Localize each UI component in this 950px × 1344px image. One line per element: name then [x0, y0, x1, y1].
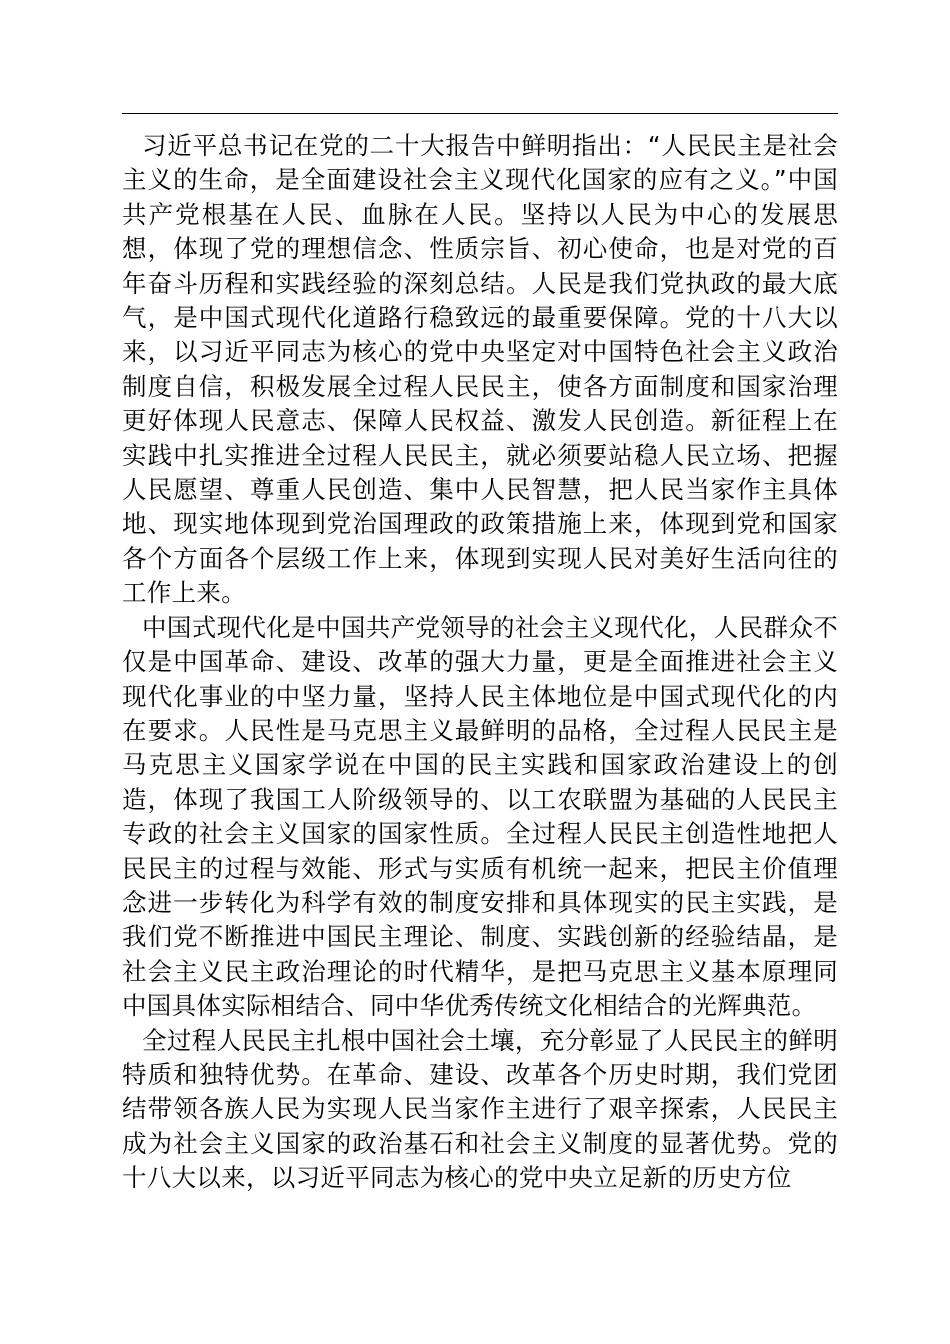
paragraph-1: 习近平总书记在党的二十大报告中鲜明指出：“人民民主是社会主义的生命，是全面建设社会主义现代化国家的应有之义。”中国共产党根基在人民、血脉在人民。坚持以人民为中心的发展思想，体现了党的理想信念、性质宗旨、初心使命，也是对党的百年奋斗历程和实践经验的深刻总结。人民是我们党执政的最大底气，是中国式现代化道路行稳致远的最重要保障。党的十八大以来，以习近平同志为核心的党中央坚定对中国特色社会主义政治制度自信，积极发展全过程人民民主，使各方面制度和国家治理更好体现人民意志、保障人民权益、激发人民创造。新征程上在实践中扎实推进全过程人民民主，就必须要站稳人民立场、把握人民愿望、尊重人民创造、集中人民智慧，把人民当家作主具体地、现实地体现到党治国理政的政策措施上来，体现到党和国家各个方面各个层级工作上来，体现到实现人民对美好生活向往的工作上来。 — [122, 131, 838, 608]
paragraph-3: 全过程人民民主扎根中国社会土壤，充分彰显了人民民主的鲜明特质和独特优势。在革命、建设、改革各个历史时期，我们党团结带领各族人民为实现人民当家作主进行了艰辛探索，人民民主成为社会主义国家的政治基石和社会主义制度的显著优势。党的十八大以来，以习近平同志为核心的党中央立足新的历史方位 — [122, 1025, 838, 1193]
header-rule — [122, 113, 838, 114]
body-text — [122, 129, 838, 1196]
paragraph-2: 中国式现代化是中国共产党领导的社会主义现代化，人民群众不仅是中国革命、建设、改革的强大力量，更是全面推进社会主义现代化事业的中坚力量，坚持人民主体地位是中国式现代化的内在要求。人民性是马克思主义最鲜明的品格，全过程人民民主是马克思主义国家学说在中国的民主实践和国家政治建设上的创造，体现了我国工人阶级领导的、以工农联盟为基础的人民民主专政的社会主义国家的国家性质。全过程人民民主创造性地把人民民主的过程与效能、形式与实质有机统一起来，把民主价值理念进一步转化为科学有效的制度安排和具体现实的民主实践，是我们党不断推进中国民主理论、制度、实践创新的经验结晶，是社会主义民主政治理论的时代精华，是把马克思主义基本原理同中国具体实际相结合、同中华优秀传统文化相结合的光辉典范。 — [122, 612, 838, 1021]
